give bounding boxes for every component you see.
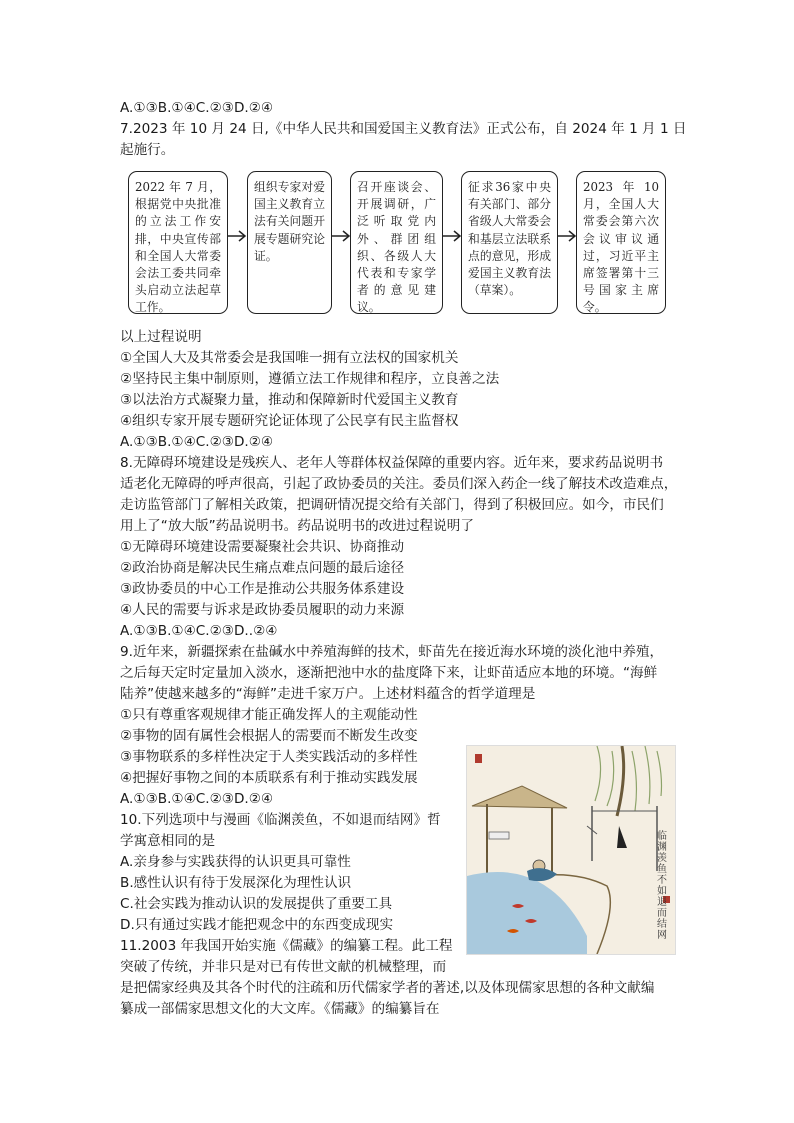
- flow-step-3: 召开座谈会、开展调研，广泛听取党内外、群团组织、各级人大代表和专家学者的意见建议。: [350, 171, 443, 314]
- fishing-net-cartoon-image: [466, 745, 676, 955]
- flow-step-5: 2023年10月，全国人大常委会第六次会议审议通过，习近平主席签署第十三号国家主席令。: [576, 171, 666, 314]
- q7-option-4: ④组织专家开展专题研究论证体现了公民享有民主监督权: [120, 413, 459, 429]
- q7-answer-choices: A.①③B.①④C.②③D.②④: [120, 434, 274, 450]
- q8-option-4: ④人民的需要与诉求是政协委员履职的动力来源: [120, 602, 405, 618]
- q10-option-d: D.只有通过实践才能把观念中的东西变成现实: [120, 917, 394, 933]
- q11-stem-4: 纂成一部儒家思想文化的大文库。《儒藏》的编纂旨在: [120, 1001, 440, 1017]
- q10-option-c: C.社会实践为推动认识的发展提供了重要工具: [120, 896, 393, 912]
- q10-stem-2: 学寓意相同的是: [120, 833, 216, 849]
- arrow-right-icon: [557, 226, 577, 246]
- q9-option-3: ③事物联系的多样性决定于人类实践活动的多样性: [120, 749, 418, 765]
- cartoon-illustration: [467, 746, 675, 954]
- q9-stem-1: 9.近年来，新疆探索在盐碱水中养殖海鲜的技术，虾苗先在接近海水环境的淡化池中养殖，: [120, 644, 664, 660]
- arrow-right-icon: [442, 226, 462, 246]
- q11-stem-3: 是把儒家经典及其各个时代的注疏和历代儒家学者的著述,以及体现儒家思想的各种文献编: [120, 980, 655, 996]
- q7-intro: 以上过程说明: [120, 329, 202, 345]
- q8-option-2: ②政治协商是解决民生痛点难点问题的最后途径: [120, 560, 405, 576]
- q9-option-2: ②事物的固有属性会根据人的需要而不断发生改变: [120, 728, 418, 744]
- q7-option-2: ②坚持民主集中制原则，遵循立法工作规律和程序，立良善之法: [120, 371, 500, 387]
- q8-option-1: ①无障碍环境建设需要凝聚社会共识、协商推动: [120, 539, 405, 555]
- q9-stem-2: 之后每天定时定量加入淡水，逐渐把池中水的盐度降下来，让虾苗适应本地的环境。“海鲜: [120, 665, 658, 681]
- q10-stem-1: 10.下列选项中与漫画《临渊羡鱼，不如退而结网》哲: [120, 812, 441, 828]
- q8-stem-1: 8.无障碍环境建设是残疾人、老年人等群体权益保障的重要内容。近年来，要求药品说明书: [120, 455, 664, 471]
- q9-answer-choices: A.①③B.①④C.②③D.②④: [120, 791, 274, 807]
- q11-stem-1: 11.2003 年我国开始实施《儒藏》的编纂工程。此工程: [120, 938, 453, 954]
- q7-option-3: ③以法治方式凝聚力量，推动和保障新时代爱国主义教育: [120, 392, 459, 408]
- cartoon-inscription: 临渊羡鱼不如退而结网: [657, 831, 667, 941]
- arrow-right-icon: [227, 226, 247, 246]
- arrow-right-icon: [331, 226, 351, 246]
- q8-option-3: ③政协委员的中心工作是推动公共服务体系建设: [120, 581, 405, 597]
- q8-stem-2: 适老化无障碍的呼声很高，引起了政协委员的关注。委员们深入药企一线了解技术改造难点，: [120, 476, 678, 492]
- q10-option-a: A.亲身参与实践获得的认识更具可靠性: [120, 854, 351, 870]
- q9-stem-3: 陆养”使越来越多的“海鲜”走进千家万户。上述材料蕴含的哲学道理是: [120, 686, 536, 702]
- q8-answer-choices: A.①③B.①④C.②③D..②④: [120, 623, 278, 639]
- q10-option-b: B.感性认识有待于发展深化为理性认识: [120, 875, 352, 891]
- q8-stem-3: 走访监管部门了解相关政策，把调研情况提交给有关部门，得到了积极回应。如今，市民们: [120, 497, 664, 513]
- q11-stem-2: 突破了传统，并非只是对已有传世文献的机械整理，而: [120, 959, 447, 975]
- q9-option-1: ①只有尊重客观规律才能正确发挥人的主观能动性: [120, 707, 418, 723]
- flow-step-1: 2022 年 7 月，根据党中央批准的立法工作安排，中央宣传部和全国人大常委会法工委共同牵头启动立法起草工作。: [128, 171, 228, 314]
- flow-step-4: 征求36家中央有关部门、部分省级人大常委会和基层立法联系点的意见，形成爱国主义教育法（草案）。: [461, 171, 558, 314]
- flow-step-2: 组织专家对爱国主义教育立法有关问题开展专题研究论证。: [247, 171, 332, 314]
- q7-option-1: ①全国人大及其常委会是我国唯一拥有立法权的国家机关: [120, 350, 459, 366]
- q8-stem-4: 用上了“放大版”药品说明书。药品说明书的改进过程说明了: [120, 518, 474, 534]
- q9-option-4: ④把握好事物之间的本质联系有利于推动实践发展: [120, 770, 418, 786]
- q7-stem: 7.2023 年 10 月 24 日,《中华人民共和国爱国主义教育法》正式公布，自 2024 年 1 月 1 日: [120, 121, 687, 137]
- q6-answer-choices: A.①③B.①④C.②③D.②④: [120, 100, 274, 116]
- q7-stem-cont: 起施行。: [120, 142, 175, 158]
